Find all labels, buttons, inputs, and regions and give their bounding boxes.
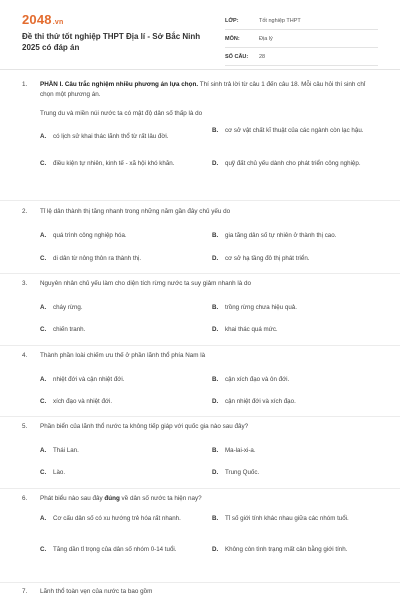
option-text: cận xích đạo và ôn đới. <box>225 375 290 383</box>
options <box>40 440 380 482</box>
question-text: Thành phần loài chiếm ưu thế ở phần lãnh thổ phía Nam là <box>40 352 206 359</box>
option-text: Tỉ số giới tính khác nhau giữa các nhóm tuổi. <box>225 514 349 522</box>
option-a[interactable] <box>40 514 190 524</box>
option-text: trồng rừng chưa hiệu quả. <box>225 303 297 311</box>
question-4 <box>22 351 380 411</box>
exam-title: Đề thi thử tốt nghiệp THPT Địa lí - Sở Bắc Ninh 2025 có đáp án <box>22 32 201 53</box>
option-c[interactable] <box>40 397 205 407</box>
question-text-post: về dân số nước ta hiện nay? <box>119 495 202 502</box>
question-divider <box>0 200 400 201</box>
option-text: nhiệt đới và cận nhiệt đới. <box>53 375 125 383</box>
options <box>40 126 380 186</box>
meta-value: 28 <box>259 53 266 60</box>
option-c[interactable] <box>40 545 190 555</box>
option-text: xích đạo và nhiệt đới. <box>53 397 113 405</box>
option-letter: B. <box>212 231 219 239</box>
option-letter: A. <box>40 231 47 239</box>
option-c[interactable] <box>40 325 205 335</box>
question-text: Phần biển của lãnh thổ nước ta không tiếp giáp với quốc gia nào sau đây? <box>40 423 249 430</box>
option-letter: B. <box>212 375 219 383</box>
option-text: cận nhiệt đới và xích đạo. <box>225 397 296 405</box>
options <box>40 225 380 267</box>
option-text: cháy rừng. <box>53 303 83 311</box>
header-divider <box>0 69 400 70</box>
option-text: chiến tranh. <box>53 325 86 333</box>
question-number: 5. <box>22 423 28 430</box>
option-d[interactable] <box>212 545 377 555</box>
option-d[interactable] <box>212 397 377 407</box>
question-2 <box>22 207 380 267</box>
question-text: Tỉ lệ dân thành thị tăng nhanh trong những năm gần đây chủ yếu do <box>40 208 231 215</box>
page-header <box>0 0 400 64</box>
question-1 <box>22 80 380 186</box>
option-b[interactable] <box>212 375 377 385</box>
option-c[interactable] <box>40 254 205 264</box>
option-letter: B. <box>212 446 219 454</box>
question-divider <box>0 488 400 489</box>
option-text: gia tăng dân số tự nhiên ở thành thị cao. <box>225 231 337 239</box>
option-letter: A. <box>40 303 47 311</box>
option-letter: C. <box>40 254 47 262</box>
question-6 <box>22 494 380 574</box>
meta-row-subject <box>225 30 378 48</box>
question-divider <box>0 582 400 583</box>
logo-text: 2048 <box>22 12 52 27</box>
question-text: Trung du và miền núi nước ta có mật độ dân số thấp là do <box>40 109 203 117</box>
option-d[interactable] <box>212 159 377 169</box>
option-letter: D. <box>212 545 219 553</box>
option-letter: A. <box>40 375 47 383</box>
option-text: có lịch sử khai thác lãnh thổ từ rất lâu đời. <box>53 133 169 141</box>
question-number: 3. <box>22 280 28 287</box>
option-letter: D. <box>212 160 219 168</box>
logo-suffix: .vn <box>52 19 64 26</box>
meta-key: LỚP: <box>225 17 239 24</box>
options <box>40 297 380 339</box>
option-text: cơ sở vật chất kĩ thuật của các ngành còn lạc hậu. <box>225 127 364 135</box>
option-letter: C. <box>40 545 47 553</box>
meta-value: Tốt nghiệp THPT <box>259 17 301 24</box>
option-letter: D. <box>212 468 219 476</box>
option-letter: A. <box>40 133 47 141</box>
option-b[interactable] <box>212 126 377 136</box>
option-d[interactable] <box>212 254 377 264</box>
option-c[interactable] <box>40 468 205 478</box>
option-letter: B. <box>212 127 219 135</box>
meta-value: Địa lý <box>259 35 273 42</box>
option-letter: D. <box>212 397 219 405</box>
meta-key: MÔN: <box>225 35 240 42</box>
site-logo[interactable] <box>22 12 63 27</box>
option-a[interactable] <box>40 231 205 241</box>
question-text: Nguyên nhân chủ yếu làm cho diện tích rừng nước ta suy giảm nhanh là do <box>40 280 252 287</box>
option-text: Lào. <box>53 468 66 476</box>
option-text: Tăng dần tỉ trọng của dân số nhóm 0-14 tuổi. <box>53 545 177 553</box>
question-number: 7. <box>22 588 28 595</box>
option-text: cơ sở hạ tầng đô thị phát triển. <box>225 254 310 262</box>
option-b[interactable] <box>212 303 377 313</box>
option-b[interactable] <box>212 446 377 456</box>
option-text: Không còn tình trạng mất cân bằng giới tính. <box>225 545 348 553</box>
option-text: Trung Quốc. <box>225 468 260 476</box>
option-d[interactable] <box>212 468 377 478</box>
question-number: 1. <box>22 81 28 88</box>
option-letter: C. <box>40 397 47 405</box>
meta-row-count <box>225 48 378 66</box>
question-3 <box>22 279 380 339</box>
option-a[interactable] <box>40 446 205 456</box>
question-divider <box>0 416 400 417</box>
option-text: Ma-lai-xi-a. <box>225 446 256 454</box>
option-letter: A. <box>40 446 47 454</box>
exam-meta <box>225 12 378 66</box>
question-text <box>40 494 380 504</box>
meta-key: SỐ CÂU: <box>225 53 249 60</box>
question-divider <box>0 345 400 346</box>
question-number: 4. <box>22 352 28 359</box>
option-text: Thái Lan. <box>53 446 79 454</box>
question-text-emphasis: đúng <box>104 495 120 502</box>
option-b[interactable] <box>212 514 377 524</box>
option-text: quỹ đất chủ yếu dành cho phát triển công nghiệp. <box>225 160 361 168</box>
meta-row-class <box>225 12 378 30</box>
question-text: Lãnh thổ toàn vẹn của nước ta bao gồm <box>40 588 153 595</box>
option-letter: C. <box>40 468 47 476</box>
option-d[interactable] <box>212 325 377 335</box>
option-letter: C. <box>40 160 47 168</box>
option-a[interactable] <box>40 303 205 313</box>
question-text-pre: Phát biểu nào sau đây <box>40 495 105 502</box>
option-letter: A. <box>40 514 47 522</box>
question-number: 2. <box>22 208 28 215</box>
option-letter: D. <box>212 254 219 262</box>
question-5 <box>22 422 380 482</box>
option-letter: D. <box>212 325 219 333</box>
option-c[interactable] <box>40 159 195 169</box>
question-7 <box>22 587 380 597</box>
option-text: khai thác quá mức. <box>225 325 278 333</box>
section-heading: PHẦN I. Câu trắc nghiệm nhiều phương án lựa chọn. <box>40 81 199 88</box>
option-a[interactable] <box>40 132 205 142</box>
option-letter: B. <box>212 303 219 311</box>
question-divider <box>0 273 400 274</box>
option-text: di dân từ nông thôn ra thành thị. <box>53 254 142 262</box>
option-text: Cơ cấu dân số có xu hướng trẻ hóa rất nhanh. <box>53 514 181 522</box>
options <box>40 512 380 574</box>
option-text: điều kiện tự nhiên, kinh tế - xã hội khó khăn. <box>53 160 175 168</box>
option-text: quá trình công nghiệp hóa. <box>53 231 127 239</box>
section-instruction: Thí sinh trả lời từ câu 1 đến câu 18. Mỗi câu hỏi thí sinh chỉ chọn một phương án. <box>40 81 366 98</box>
option-letter: C. <box>40 325 47 333</box>
option-b[interactable] <box>212 231 382 241</box>
question-number: 6. <box>22 495 28 502</box>
option-letter: B. <box>212 514 219 522</box>
option-a[interactable] <box>40 375 205 385</box>
options <box>40 369 380 411</box>
